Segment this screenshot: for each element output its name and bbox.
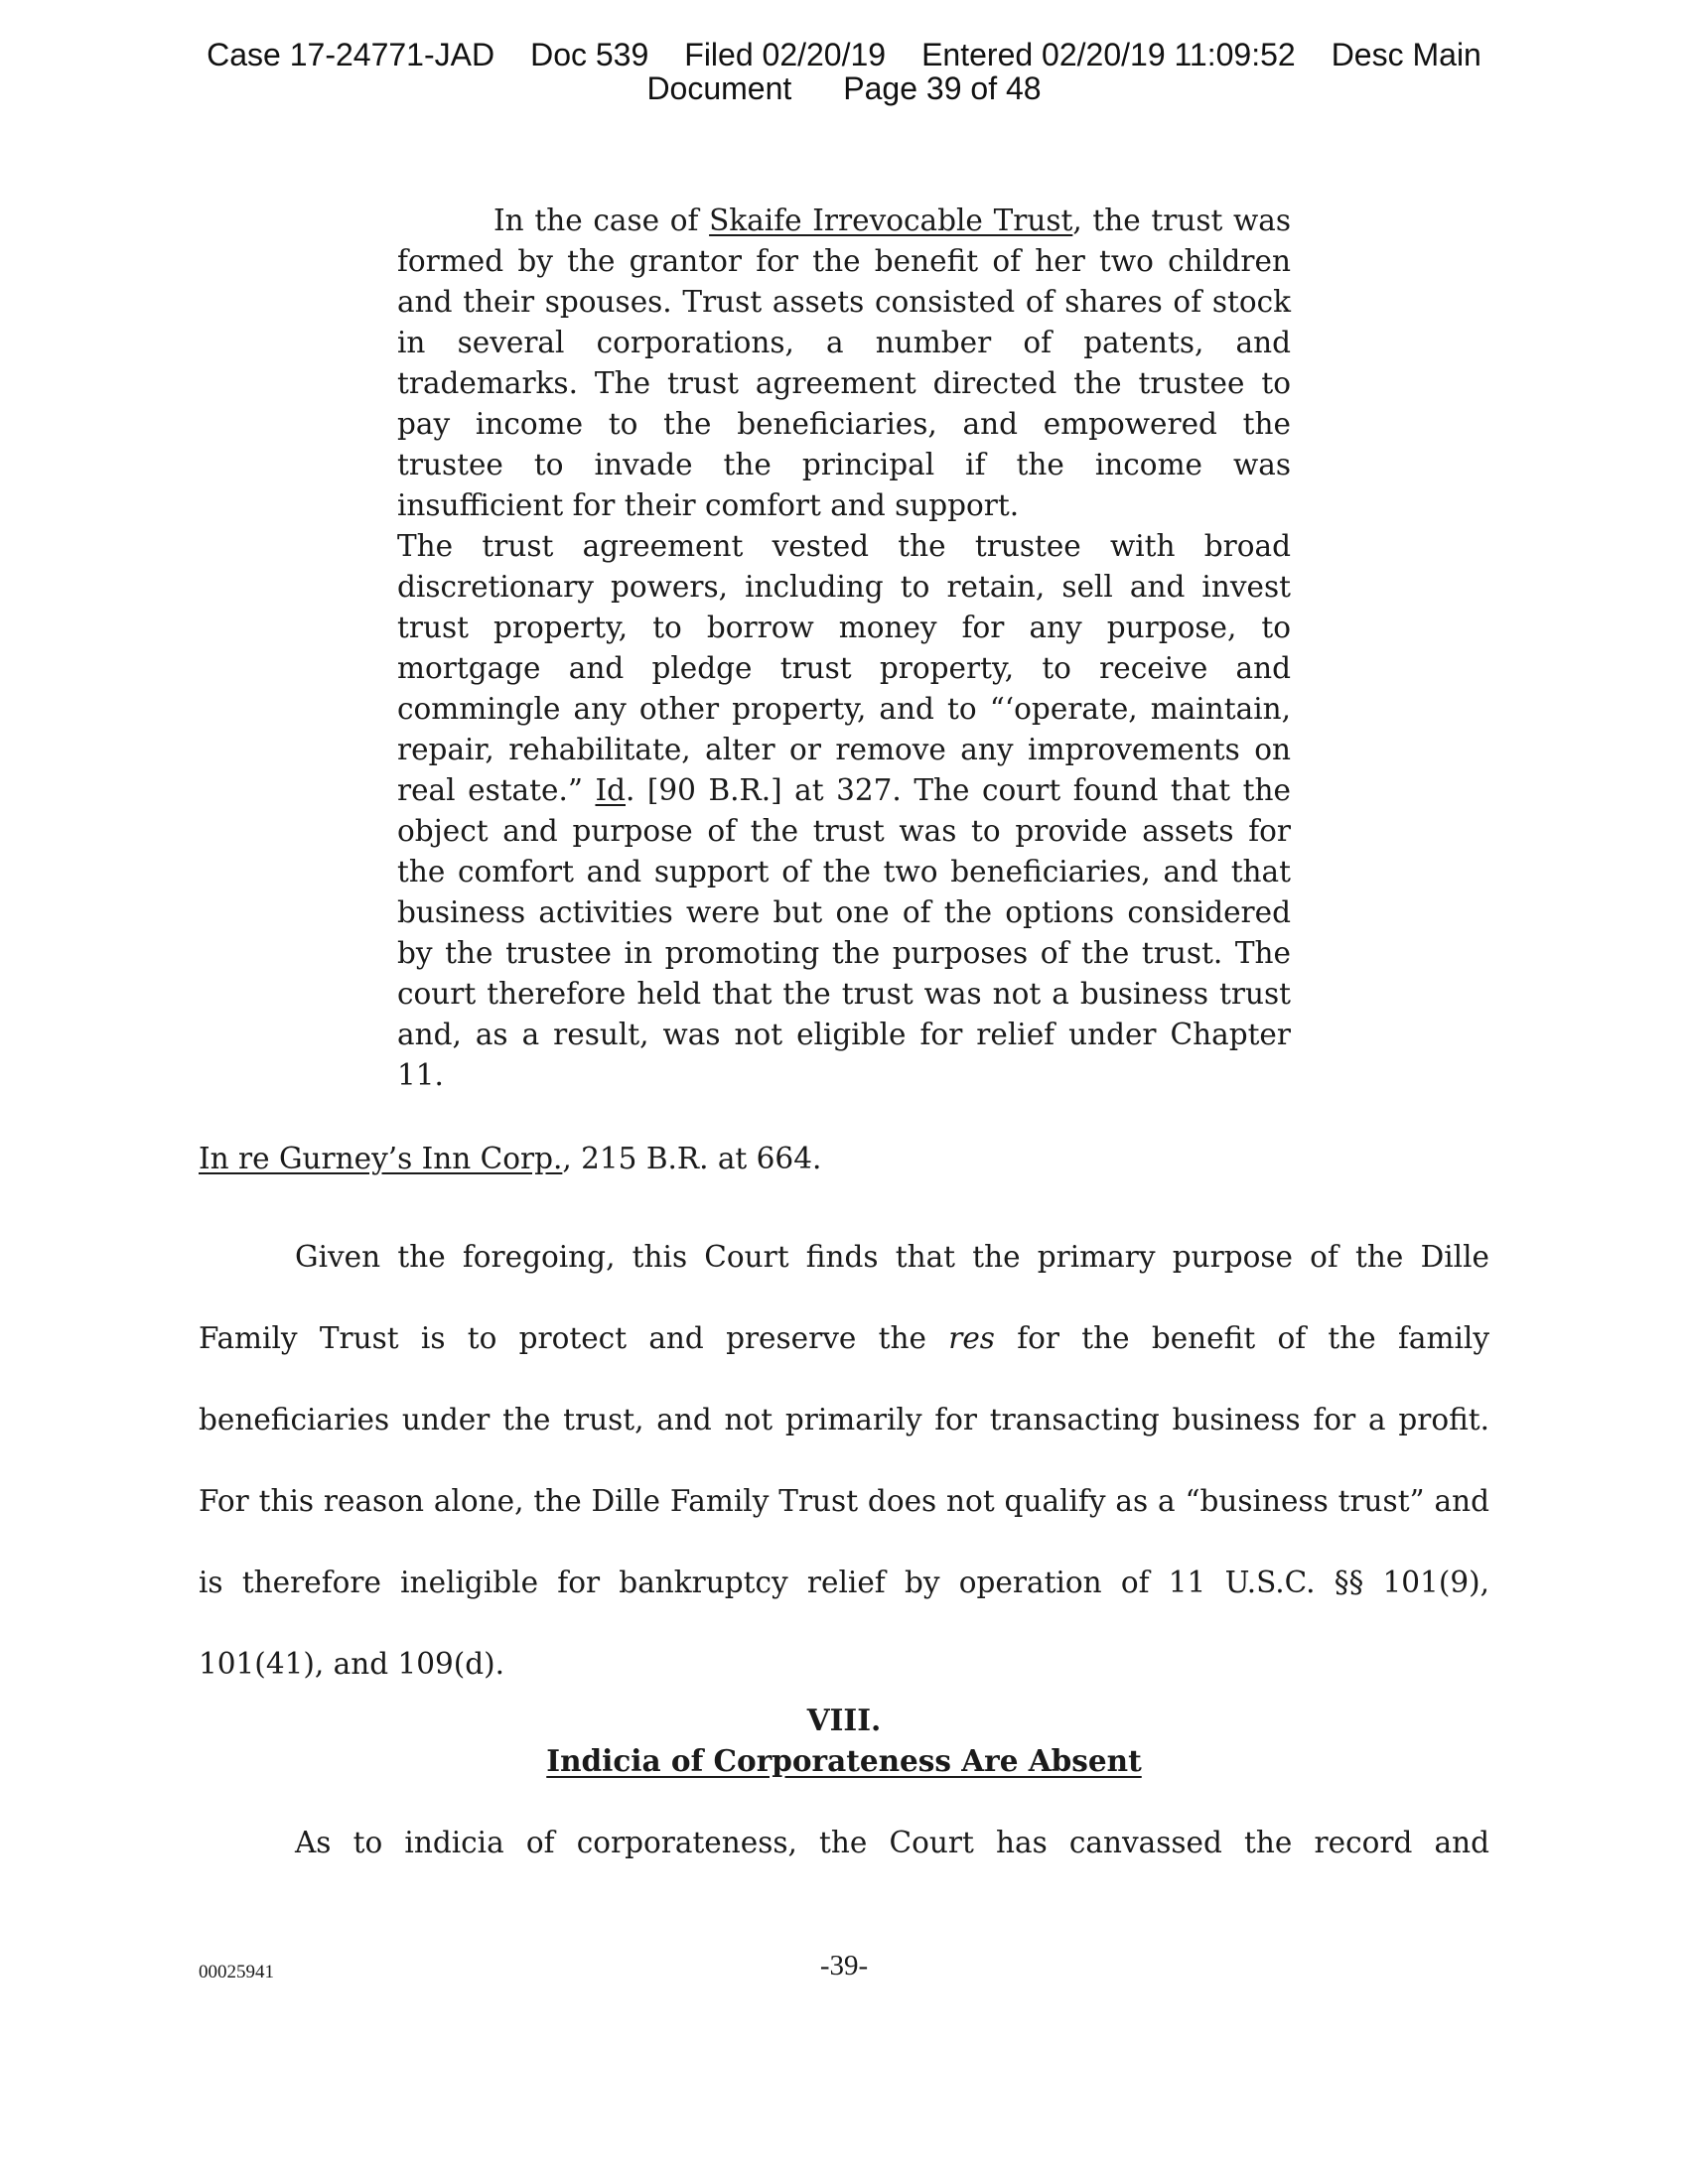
- document-id: 00025941: [199, 1962, 274, 1982]
- quote-text-part1: , the trust was formed by the grantor for the benefit of her two children and their spouses. Trust assets consisted of shares of stock in several corporations, a number of patents, and trademarks. The trust agreement directed the trustee to pay income to the beneficiaries, and empowered the trustee to invade the principal if the income was insufficient for their comfort and support.: [397, 204, 1292, 522]
- section-number: VIII.: [806, 1703, 882, 1737]
- section-heading: [0, 1700, 1688, 1781]
- citation-reference: , 215 B.R. at 664.: [562, 1142, 822, 1175]
- doc-number: Doc 539: [530, 37, 649, 72]
- entered-date: Entered 02/20/19 11:09:52: [921, 37, 1296, 72]
- filed-date: Filed 02/20/19: [684, 37, 887, 72]
- body-paragraph: [199, 1216, 1489, 1705]
- quote-text-part3: . [90 B.R.] at 327. The court found that the object and purpose of the trust was to provide assets for the comfort and support of the two beneficiaries, and that business activities were but one of the options considered by the trustee in promoting the purposes of the trust. The court therefore held that the trust was not a business trust and, as a result, was not eligible for relief under Chapter 11.: [397, 773, 1291, 1092]
- case-number: Case 17-24771-JAD: [207, 37, 495, 72]
- body-text-part2: for the benefit of the family beneficiaries under the trust, and not primarily for transacting business for a profit. For this reason alone, the Dille Family Trust does not qualify as a “business trust” and is therefore ineligible for bankruptcy relief by operation of 11 U.S.C. §§ 101(9), 101(41), and 109(d).: [199, 1321, 1489, 1681]
- document-label: Document: [646, 70, 792, 106]
- quote-text-part2: The trust agreement vested the trustee with broad discretionary powers, including to retain, sell and invest trust property, to borrow money for any purpose, to mortgage and pledge trust property, to receive and commingle any other property, and to “‘operate, maintain, repair, rehabilitate, alter or remove any improvements on real estate.”: [397, 529, 1291, 807]
- quote-text-intro: In the case of: [493, 204, 710, 237]
- section-title: Indicia of Corporateness Are Absent: [546, 1743, 1142, 1778]
- court-filing-header: [0, 38, 1688, 105]
- case-name-citation: Skaife Irrevocable Trust: [709, 204, 1073, 237]
- body-text-part1: Given the foregoing, this Court finds that the primary purpose of the Dille Family Trust is to protect and preserve the: [199, 1240, 1489, 1355]
- id-citation: Id: [595, 773, 626, 807]
- description: Desc Main: [1331, 37, 1481, 72]
- quote-paragraph: [397, 201, 1291, 1096]
- body-paragraph-text: [199, 1216, 1489, 1705]
- citation: [199, 1139, 821, 1179]
- header-line-1: [0, 38, 1688, 71]
- citation-case-name: In re Gurney’s Inn Corp.: [199, 1142, 563, 1175]
- res-italic: res: [948, 1321, 995, 1355]
- page-number: -39-: [819, 1950, 869, 1981]
- page-indicator: Page 39 of 48: [843, 70, 1042, 106]
- section-title-wrap: [0, 1740, 1688, 1781]
- header-line-2: [0, 71, 1688, 105]
- block-quote: [397, 201, 1291, 1096]
- last-paragraph: As to indicia of corporateness, the Court has canvassed the record and: [295, 1826, 1489, 1859]
